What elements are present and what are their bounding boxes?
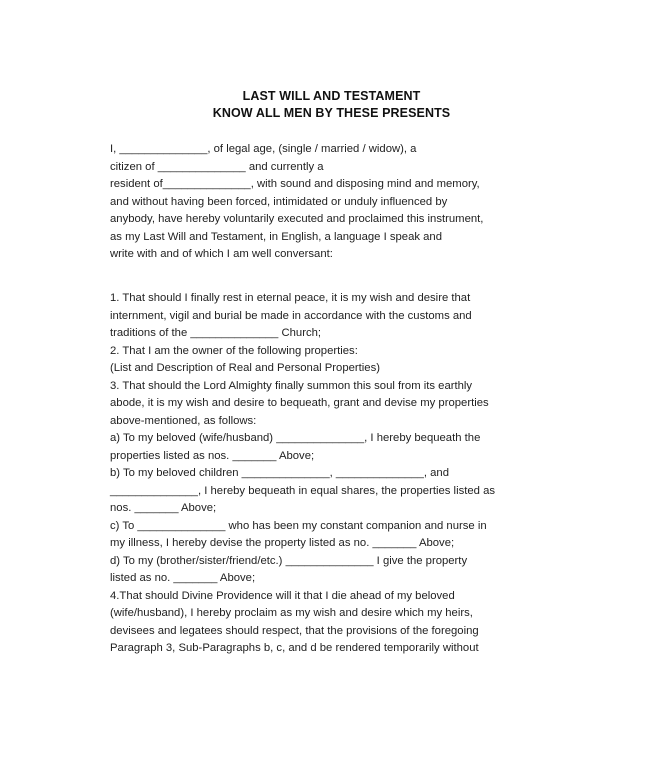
- clause-line: my illness, I hereby devise the property listed as no. _______ Above;: [110, 537, 455, 549]
- clause-line: listed as no. _______ Above;: [110, 572, 256, 584]
- clause-line: traditions of the ______________ Church;: [110, 327, 322, 339]
- clause-line: b) To my beloved children ______________, ______________, and: [110, 467, 449, 479]
- clause-line: abode, it is my wish and desire to bequeath, grant and devise my properties: [110, 397, 489, 409]
- clause-line: Paragraph 3, Sub-Paragraphs b, c, and d be rendered temporarily without: [110, 642, 479, 654]
- document-header: [0, 88, 663, 122]
- clause-line: above-mentioned, as follows:: [110, 414, 257, 427]
- document-subtitle: KNOW ALL MEN BY THESE PRESENTS: [212, 106, 451, 120]
- clause-line: nos. _______ Above;: [110, 502, 217, 514]
- intro-line: as my Last Will and Testament, in English, a language I speak and: [110, 230, 442, 243]
- intro-line: write with and of which I am well conversant:: [110, 248, 333, 260]
- clause-line: 4.That should Divine Providence will it that I die ahead of my beloved: [110, 589, 455, 602]
- intro-line: I, ______________, of legal age, (single / married / widow), a: [110, 143, 417, 155]
- intro-line: resident of______________, with sound and disposing mind and memory,: [110, 178, 480, 190]
- clause-line: c) To ______________ who has been my constant companion and nurse in: [110, 519, 487, 532]
- clause-line: internment, vigil and burial be made in accordance with the customs and: [110, 309, 472, 322]
- intro-paragraph: [110, 141, 580, 264]
- clause-line: ______________, I hereby bequeath in equal shares, the properties listed as: [110, 484, 496, 497]
- clause-line: d) To my (brother/sister/friend/etc.) ______________ I give the property: [110, 554, 468, 567]
- clause-line: (wife/husband), I hereby proclaim as my wish and desire which my heirs,: [110, 607, 473, 619]
- clause-line: 1. That should I finally rest in eternal peace, it is my wish and desire that: [110, 292, 471, 304]
- clauses-section: [110, 290, 580, 658]
- intro-line: and without having been forced, intimidated or unduly influenced by: [110, 195, 448, 208]
- clause-line: a) To my beloved (wife/husband) ______________, I hereby bequeath the: [110, 432, 481, 444]
- intro-line: citizen of ______________ and currently a: [110, 160, 324, 173]
- clause-line: properties listed as nos. _______ Above;: [110, 449, 315, 462]
- clause-line: 3. That should the Lord Almighty finally summon this soul from its earthly: [110, 379, 473, 392]
- clause-line: (List and Description of Real and Personal Properties): [110, 362, 381, 374]
- document-title: LAST WILL AND TESTAMENT: [242, 89, 421, 103]
- intro-line: anybody, have hereby voluntarily executed and proclaimed this instrument,: [110, 213, 484, 225]
- clause-line: devisees and legatees should respect, that the provisions of the foregoing: [110, 624, 479, 637]
- clause-line: 2. That I am the owner of the following properties:: [110, 344, 358, 357]
